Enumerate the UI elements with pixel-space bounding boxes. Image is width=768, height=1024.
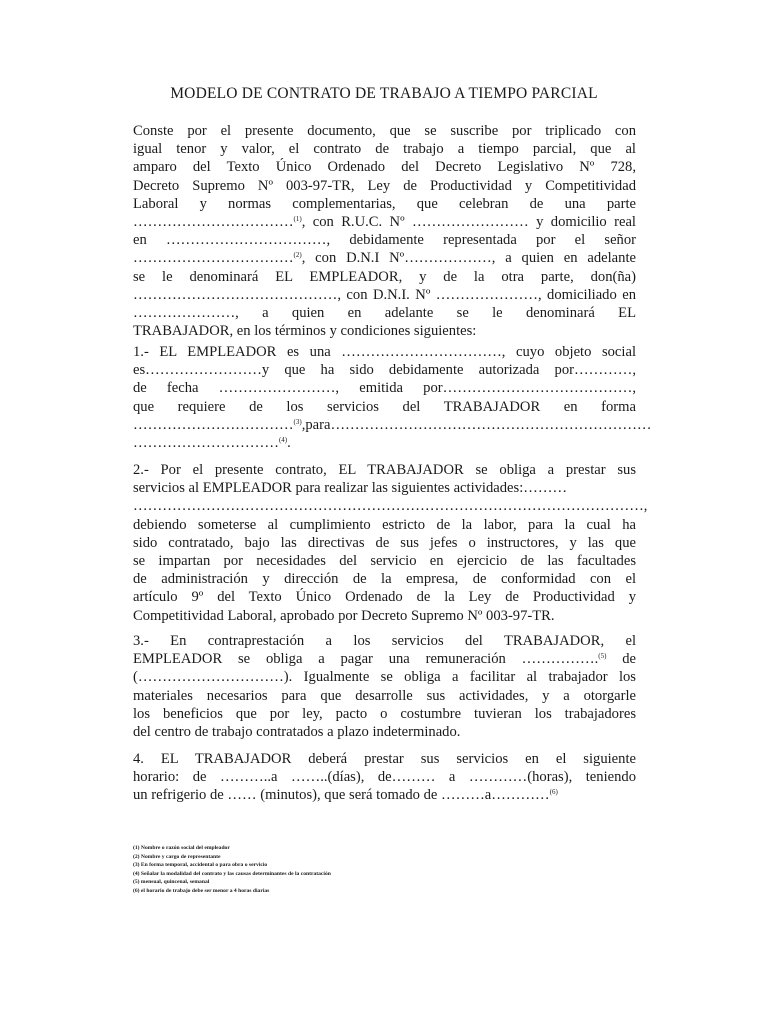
clause-3 (133, 632, 636, 741)
clause-1-line: ……………………………$^{(3)}$,para………………………………………………………… (133, 416, 652, 433)
clause-2-line: ……………………………………………………………………………………………, (133, 498, 648, 515)
footnotes (133, 844, 463, 895)
clause-4-line: horario: de ………..a ……..(días), de……… a …………(horas), teniendo (133, 769, 636, 786)
intro-line: se le denominará EL EMPLEADOR, y de la otra parte, don(ña) (133, 268, 636, 285)
clause-3-line: del centro de trabajo contratados a plazo indeterminado. (133, 724, 461, 741)
document-title: MODELO DE CONTRATO DE TRABAJO A TIEMPO PARCIAL (170, 85, 598, 102)
clause-4-line: un refrigerio de …… (minutos), que será tomado de ………a…………$^{(6)}$ (133, 787, 558, 804)
clause-2-line: 2.- Por el presente contrato, EL TRABAJADOR se obliga a prestar sus (133, 462, 636, 478)
intro-line: …………………, a quien en adelante se le denominará EL (133, 305, 636, 322)
clause-1-line: 1.- EL EMPLEADOR es una ……………………………, cuyo objeto social (133, 344, 636, 360)
intro-line: en ……………………………, debidamente representada por el señor (133, 232, 636, 249)
intro-line: Decreto Supremo Nº 003-97-TR, Ley de Productividad y Competitividad (133, 177, 636, 194)
footnote: (5) mensual, quincenal, semanal (133, 879, 210, 885)
footnote: (1) Nombre o razón social del empleador (133, 845, 230, 851)
clause-4-line: 4. EL TRABAJADOR deberá prestar sus servicios en el siguiente (133, 751, 636, 767)
clause-3-line: los beneficios que por ley, pacto o costumbre tuvieran los trabajadores (133, 705, 636, 722)
clause-1-line: …………………………$^{(4)}$. (133, 435, 291, 452)
footnote: (6) el horario de trabajo debe ser menor a 4 horas diarias (133, 887, 270, 894)
footnote-marker: (3) (293, 417, 302, 426)
clause-2-line: se impartan por necesidades del servicio en ejercicio de las facultades (133, 553, 636, 570)
intro-line: Laboral y normas complementarias, que celebran de una parte (133, 195, 636, 212)
clause-3-line: 3.- En contraprestación a los servicios del TRABAJADOR, el (133, 633, 636, 649)
clause-3-line: materiales necesarios para que desarrolle sus actividades, y a otorgarle (133, 687, 636, 704)
clause-2-line: artículo 9º del Texto Único Ordenado de la Ley de Productividad y (133, 589, 636, 606)
clause-2-line: Competitividad Laboral, aprobado por Decreto Supremo Nº 003-97-TR. (133, 607, 555, 624)
clause-1-line: que requiere de los servicios del TRABAJADOR en forma (133, 398, 636, 415)
intro-line: ……………………………$^{(2)}$, con D.N.I Nº………………, a quien en adelante (133, 250, 636, 267)
clause-3-line: EMPLEADOR se obliga a pagar una remuneración …………….$^{(5)}$ de (133, 651, 636, 668)
intro-line: TRABAJADOR, en los términos y condiciones siguientes: (133, 323, 477, 340)
footnote-marker: (5) (598, 652, 607, 661)
clause-2-line: de administración y dirección de la empresa, de conformidad con el (133, 571, 636, 588)
intro-line: amparo del Texto Único Ordenado del Decreto Legislativo Nº 728, (133, 159, 636, 176)
footnote-marker: (2) (293, 251, 302, 260)
clause-2 (133, 461, 648, 625)
footnote: (2) Nombre y cargo de representante (133, 853, 221, 860)
intro-line: Conste por el presente documento, que se suscribe por triplicado con (133, 123, 636, 139)
clause-3-line: (…………………………). Igualmente se obliga a facilitar al trabajador los (133, 669, 636, 686)
intro-line: ……………………………$^{(1)}$, con R.U.C. Nº …………………… y domicilio real (133, 214, 636, 231)
footnote-marker: (4) (278, 436, 288, 445)
clause-1 (133, 343, 652, 452)
clause-2-line: servicios al EMPLEADOR para realizar las siguientes actividades:……… (133, 480, 568, 497)
clause-4 (133, 750, 636, 805)
footnote-marker: (6) (549, 788, 558, 797)
clause-1-line: es……………………y que ha sido debidamente autorizada por…………, (133, 362, 636, 379)
intro-paragraph (133, 122, 636, 340)
clause-2-line: sido contratado, bajo las directivas de sus jefes o instructores, y las que (133, 534, 636, 551)
clause-2-line: debiendo someterse al cumplimiento estricto de la labor, para la cual ha (133, 516, 636, 533)
footnote: (4) Señalar la modalidad del contrato y las causas determinantes de la contratación (133, 870, 331, 877)
footnote-marker: (1) (293, 215, 302, 224)
footnote: (3) En forma temporal, accidental o para obra o servicio (133, 862, 268, 868)
clause-1-line: de fecha ……………………, emitida por…………………………………, (133, 380, 636, 397)
intro-line: ……………………………………, con D.N.I. Nº …………………, domiciliado en (133, 286, 636, 303)
intro-line: igual tenor y valor, el contrato de trabajo a tiempo parcial, que al (133, 141, 636, 158)
